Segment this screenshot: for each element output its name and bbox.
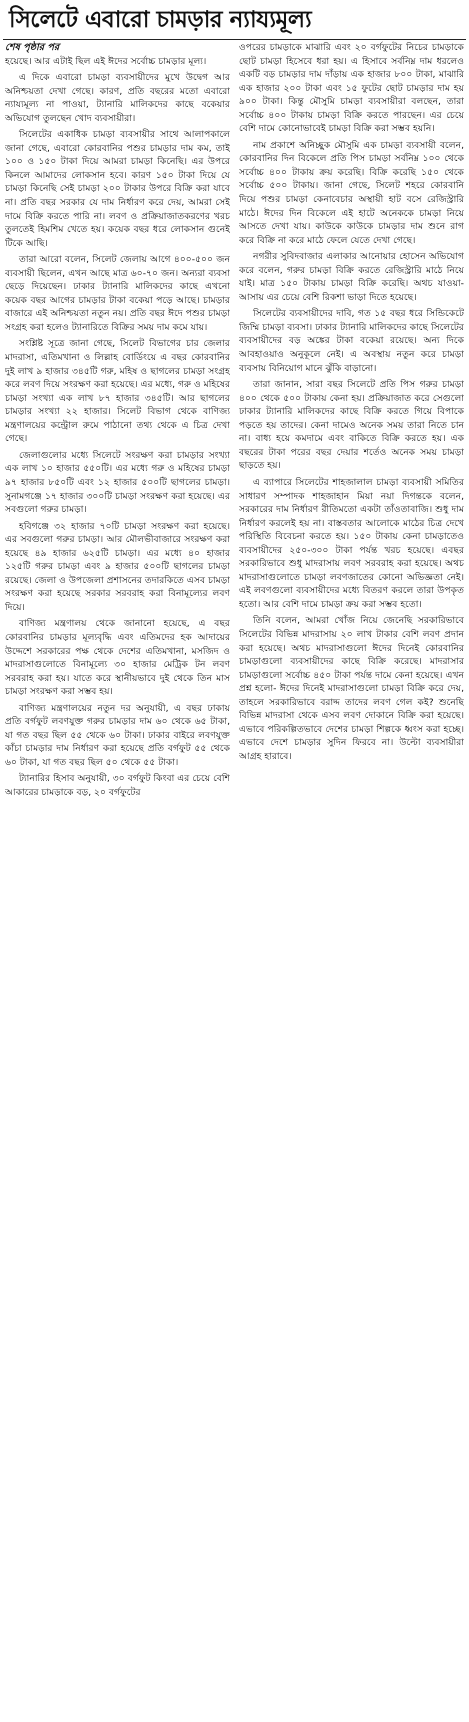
paragraph: সিলেটের ব্যবসায়ীদের দাবি, গত ১৫ বছর ধরে সিন্ডিকেটে জিম্মি চামড়া ব্যবসা। ঢাকার ট্যানারি মালিকদের কাছে সিলেটের ব্যবসায়ীদের বড় অঙ্কের টাকা বকেয়া রয়েছে। অন্য দিকে আবহাওয়াও অনুকূলে নেই। এ অবস্থায় নতুন করে চামড়া ব্যবসায় বিনিয়োগ মানে ঝুঁকি বাড়ানো। bbox=[239, 308, 464, 374]
paragraph: হয়েছে। আর এটাই ছিল এই ঈদের সর্বোচ্চ চামড়ার মূল্য। bbox=[5, 55, 207, 67]
paragraph: জেলাগুলোর মধ্যে সিলেটে সংরক্ষণ করা চামড়ার সংখ্যা এক লাখ ১০ হাজার ৫৫০টি। এর মধ্যে গরু ও মহিষের চামড়া ৯৭ হাজার ৮৫০টি এবং ১২ হাজার ৫০০টি ছাগলের চামড়া। সুনামগঞ্জে ১৭ হাজার ৩০০টি চামড়া সংরক্ষণ করা হয়েছে। এর সবগুলো গরুর চামড়া। bbox=[5, 449, 230, 516]
paragraph: বাণিজ্য মন্ত্রণালয় থেকে জানানো হয়েছে, এ বছর কোরবানির চামড়ার মূল্যবৃদ্ধি এবং এতিমদের হক আদায়ের উদ্দেশে সরকারের পক্ষ থেকে দেশের এতিমখানা, মসজিদ ও মাদরাসাগুলোতে বিনামূল্যে ৩০ হাজার মেট্রিক টন লবণ সরবরাহ করা হয়। যাতে করে স্থানীয়ভাবে দুই থেকে তিন মাস চামড়া সংরক্ষণ করা সম্ভব হয়। bbox=[5, 618, 230, 698]
paragraph: ট্যানারির হিসাব অনুযায়ী, ৩০ বর্গফুট কিংবা এর চেয়ে বেশি আকারের চামড়াকে বড়, ২০ বর্গফুটের bbox=[5, 773, 230, 798]
headline: সিলেটে এবারো চামড়ার ন্যায্যমূল্য bbox=[3, 0, 466, 40]
left-column bbox=[5, 41, 230, 1720]
right-column bbox=[239, 41, 464, 1720]
paragraph: তারা জানান, সারা বছর সিলেটে প্রতি পিস গরুর চামড়া ৪০০ থেকে ৫০০ টাকায় কেনা হয়। প্রক্রিয়াজাত করে সেগুলো ঢাকার ট্যানারি মালিকদের কাছে বিক্রি করতে গিয়ে বিপাকে পড়তে হয় তাদের। কেনা দামেও অনেক সময় তারা নিতে চান না। বাধ্য হয়ে কমদামে এবং বাকিতে বিক্রি করতে হয়। এক বছরের টাকা পরের বছর দেয়ার শর্তেও অনেক সময় চামড়া ছাড়তে হয়। bbox=[239, 379, 464, 472]
continuation-label: শেষ পৃষ্ঠার পর bbox=[5, 42, 60, 53]
paragraph: নাম প্রকাশে অনিচ্ছুক মৌসুমি এক চামড়া ব্যবসায়ী বলেন, কোরবানির দিন বিকেলে প্রতি পিস চামড়া সর্বনিম্ন ১০০ থেকে সর্বোচ্চ ৪০০ টাকায় ক্রয় করেছি। বিক্রি করেছি ১৫০ থেকে সর্বোচ্চ ৫০০ টাকায়। জানা গেছে, সিলেট শহরে কোরবানি দিয়ে পশুর চামড়া কেনাবেচার অস্থায়ী হাট বসে রেজিস্ট্রারি মাঠে। ঈদের দিন বিকেলে এই হাটে অনেককে চামড়া নিয়ে আসতে দেখা যায়। কাউকে কাউকে চামড়ার দাম শুনে রাগ করে বিক্রি না করে মাঠে ফেলে যেতে দেখা গেছে। bbox=[239, 139, 464, 246]
paragraph: বাণিজ্য মন্ত্রণালয়ের নতুন দর অনুযায়ী, এ বছর ঢাকায় প্রতি বর্গফুট লবণযুক্ত গরুর চামড়ার দাম ৬০ থেকে ৬৫ টাকা, যা গত বছর ছিল ৫৫ থেকে ৬০ টাকা। ঢাকার বাইরে লবণযুক্ত কাঁচা চামড়ার দাম নির্ধারণ করা হয়েছে প্রতি বর্গফুট ৫৫ থেকে ৬০ টাকা, যা গত বছর ছিল ৫০ থেকে ৫৫ টাকা। bbox=[5, 702, 230, 768]
paragraph: এ দিকে এবারো চামড়া ব্যবসায়ীদের মুখে উদ্বেগ আর অনিশ্চয়তা দেখা গেছে। কারণ, প্রতি বছরের মতো এবারো ন্যায্যমূল্য না পাওয়া, ট্যানারি মালিকদের কাছে বকেয়ার অভিযোগ তুলছেন খোদ ব্যবসায়ীরা। bbox=[5, 72, 230, 124]
paragraph: সংশ্লিষ্ট সূত্রে জানা গেছে, সিলেট বিভাগের চার জেলার মাদরাসা, এতিমখানা ও লিল্লাহ বোর্ডিংয়ে এ বছর কোরবানির দুই লাখ ৯ হাজার ৩৪৫টি গরু, মহিষ ও ছাগলের চামড়া সংগ্রহ করে লবণ দিয়ে সংরক্ষণ করা হয়েছে। এর মধ্যে, গরু ও মহিষের চামড়া সংখ্যা এক লাখ ৮৭ হাজার ৩৪৫টি। আর ছাগলের চামড়ার সংখ্যা ২২ হাজার। সিলেট বিভাগ থেকে বাণিজ্য মন্ত্রণালয়ের কন্ট্রোল রুমে পাঠানো তথ্য থেকে এ চিত্র দেখা গেছে। bbox=[5, 338, 230, 445]
paragraph: সিলেটের একাধিক চামড়া ব্যবসায়ীর সাথে আলাপকালে জানা গেছে, এবারো কোরবানির পশুর চামড়ার দাম কম, তাই ১০০ ও ১৫০ টাকা দিয়ে আমরা চামড়া কিনেছি। এর উপরে কিনলে আমাদের লোকসান হবে। কারণ ১৫০ টাকা দিয়ে যে চামড়া কিনেছি সেই চামড়া ২০০ টাকার উপরে বিক্রি করা যাবে না। প্রতি বছর সরকার যে দাম নির্ধারণ করে দেয়, আমরা সেই দামে বিক্রি করতে পারি না। লবণ ও প্রক্রিয়াজাতকরণের খরচ তুলতেই হিমশিম খেতে হয়। কয়েক বছর ধরে লোকসান গুনেই টিকে আছি। bbox=[5, 129, 230, 249]
paragraph: তারা আরো বলেন, সিলেট জেলায় আগে ৪০০-৫০০ জন ব্যবসায়ী ছিলেন, এখন আছে মাত্র ৬০-৭০ জন। অন্যরা ব্যবসা ছেড়ে দিয়েছেন। ঢাকার ট্যানারি মালিকদের কাছে এখনো কয়েক বছর আগের চামড়ার টাকা বকেয়া পড়ে আছে। চামড়ার বাজারে এই অনিশ্চয়তা নতুন নয়। প্রতি বছর ঈদে পশুর চামড়া সংগ্রহ করা হলেও ট্যানারিতে বিক্রির সময় দাম কমে যায়। bbox=[5, 254, 230, 333]
article-body bbox=[5, 41, 464, 1720]
paragraph: ওপরের চামড়াকে মাঝারি এবং ২০ বর্গফুটের নিচের চামড়াকে ছোট চামড়া হিসেবে ধরা হয়। এ হিসাবে সর্বনিম্ন দাম ধরলেও একটি বড় চামড়ার দাম দাঁড়ায় এক হাজার ৮০০ টাকা, মাঝারি এক হাজার ২০০ টাকা এবং ১৫ ফুটের ছোট চামড়ার দাম হয় ৯০০ টাকা। কিন্তু মৌসুমি চামড়া ব্যবসায়ীরা বলছেন, তারা সর্বোচ্চ ৪০০ টাকায় চামড়া বিক্রি করতে পারছেন। এর চেয়ে বেশি দামে কোনোভাবেই চামড়া বিক্রি করা সম্ভব হয়নি। bbox=[239, 42, 464, 135]
paragraph: এ ব্যাপারে সিলেটের শাহজালাল চামড়া ব্যবসায়ী সমিতির সাধারণ সম্পাদক শাহজাহান মিয়া নয়া দিগন্তকে বলেন, সরকারের দাম নির্ধারণ রীতিমতো একটা তাঁওতাবাজি। শুধু দাম নির্ধারণ করলেই হয় না। বাস্তবতার আলোকে মাঠের চিত্র দেখে পরিস্থিতি বিবেচনা করতে হয়। ১৫০ টাকায় কেনা চামড়াতেও ব্যবসায়ীদের ২৫০-৩০০ টাকা পর্যন্ত খরচ হয়েছে। এবছর সরকারিভাবে শুধু মাদরাসায় লবণ সরবরাহ করা হয়েছে। অথচ মাদরাসাগুলোতে চামড়া লবণজাতের কোনো অভিজ্ঞতা নেই। এই লবণগুলো ব্যবসায়ীদের মধ্যে বিতরণ করলে তারা উপকৃত হতো। আর বেশি দামে চামড়া ক্রয় করা সম্ভব হতো। bbox=[239, 476, 464, 610]
paragraph: হবিগঞ্জে ৩২ হাজার ৭০টি চামড়া সংরক্ষণ করা হয়েছে। এর সবগুলো গরুর চামড়া। আর মৌলভীবাজারে সংরক্ষণ করা হয়েছে ৪৯ হাজার ৬২৫টি চামড়া। এর মধ্যে ৪০ হাজার ১২৫টি গরুর চামড়া এবং ৯ হাজার ৫০০টি ছাগলের চামড়া রয়েছে। জেলা ও উপজেলা প্রশাসনের তদারকিতে এসব চামড়া সংরক্ষণ করা হয়েছে সরকার সরবরাহ করা বিনামূল্যের লবণ দিয়ে। bbox=[5, 520, 230, 613]
paragraph: তিনি বলেন, আমরা খোঁজ নিয়ে জেনেছি সরকারিভাবে সিলেটের বিভিন্ন মাদরাসায় ২০ লাখ টাকার বেশি লবণ প্রদান করা হয়েছে। অথচ মাদরাসাগুলো ঈদের দিনেই কোরবানির চামড়াগুলো ব্যবসায়ীদের কাছে বিক্রি করেছে। মাদরাসার চামড়াগুলো সর্বোচ্চ ৪৫০ টাকা পর্যন্ত দামে কেনা হয়েছে। এখন প্রশ্ন হলো- ঈদের দিনেই মাদরাসাগুলো চামড়া বিক্রি করে দেয়, তাহলে সরকারিভাবে বরাদ্দ তাদের লবণ গেল কই? শুনেছি বিভিন্ন মাদরাসা থেকে এসব লবণ দোকানে বিক্রি করা হয়েছে। এভাবে পরিকল্পিতভাবে দেশের চামড়া শিল্পকে ধ্বংস করা হচ্ছে। এভাবে দেশে চামড়ার সুদিন ফিরবে না। উল্টো ব্যবসায়ীরা আগ্রহ হারাবে। bbox=[239, 615, 464, 762]
paragraph: নগরীর সুবিদবাজার এলাকার আনোয়ার হোসেন অভিযোগ করে বলেন, গরুর চামড়া বিক্রি করতে রেজিস্ট্রারি মাঠে নিয়ে যাই। মাত্র ১৫০ টাকায় চামড়া বিক্রি করেছি। অথচ যাওয়া-আসায় এর চেয়ে বেশি রিকশা ভাড়া দিতে হয়েছে। bbox=[239, 251, 464, 303]
